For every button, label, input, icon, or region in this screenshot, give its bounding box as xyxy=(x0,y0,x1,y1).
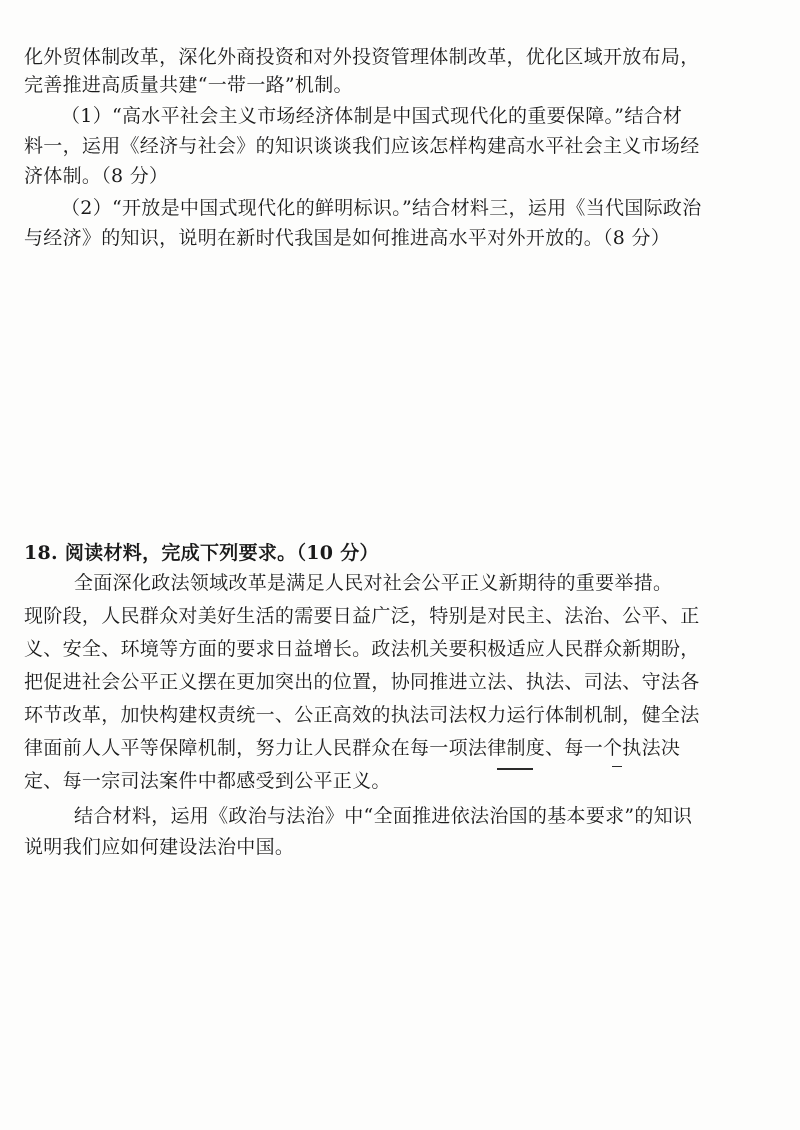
task-line: 说明我们应如何建设法治中国。 xyxy=(24,836,295,858)
material-paragraph-line: 现阶段，人民群众对美好生活的需要日益广泛，特别是对民主、法治、公平、正 xyxy=(24,605,700,627)
material-paragraph-line: 律面前人人平等保障机制，努力让人民群众在每一项法律制度、每一个执法决 xyxy=(24,737,681,759)
material-paragraph-line: 定、每一宗司法案件中都感受到公平正义。 xyxy=(24,770,391,792)
question-1-line: 料一，运用《经济与社会》的知识谈谈我们应该怎样构建高水平社会主义市场经 xyxy=(24,135,700,157)
material-paragraph-line: 把促进社会公平正义摆在更加突出的位置，协同推进立法、执法、司法、守法各 xyxy=(24,671,700,693)
material-line: 化外贸体制改革，深化外商投资和对外投资管理体制改革，优化区域开放布局， xyxy=(24,46,700,68)
material-line: 完善推进高质量共建“一带一路”机制。 xyxy=(24,74,353,96)
material-paragraph-line: 全面深化政法领域改革是满足人民对社会公平正义新期待的重要举措。 xyxy=(74,572,673,594)
question-2-line: （2）“开放是中国式现代化的鲜明标识。”结合材料三，运用《当代国际政治 xyxy=(61,197,702,219)
question-1-line: 济体制。（8 分） xyxy=(24,165,169,187)
task-line: 结合材料，运用《政治与法治》中“全面推进依法治国的基本要求”的知识 xyxy=(74,805,693,827)
question-18-heading: 18. 阅读材料，完成下列要求。（10 分） xyxy=(24,542,379,564)
question-1-line: （1）“高水平社会主义市场经济体制是中国式现代化的重要保障。”结合材 xyxy=(61,105,683,127)
material-paragraph-line: 义、安全、环境等方面的要求日益增长。政法机关要积极适应人民群众新期盼， xyxy=(24,638,700,660)
scan-mark xyxy=(612,766,622,767)
material-paragraph-line: 环节改革，加快构建权责统一、公正高效的执法司法权力运行体制机制，健全法 xyxy=(24,704,700,726)
question-2-line: 与经济》的知识，说明在新时代我国是如何推进高水平对外开放的。（8 分） xyxy=(24,227,671,249)
scan-mark xyxy=(497,768,533,770)
